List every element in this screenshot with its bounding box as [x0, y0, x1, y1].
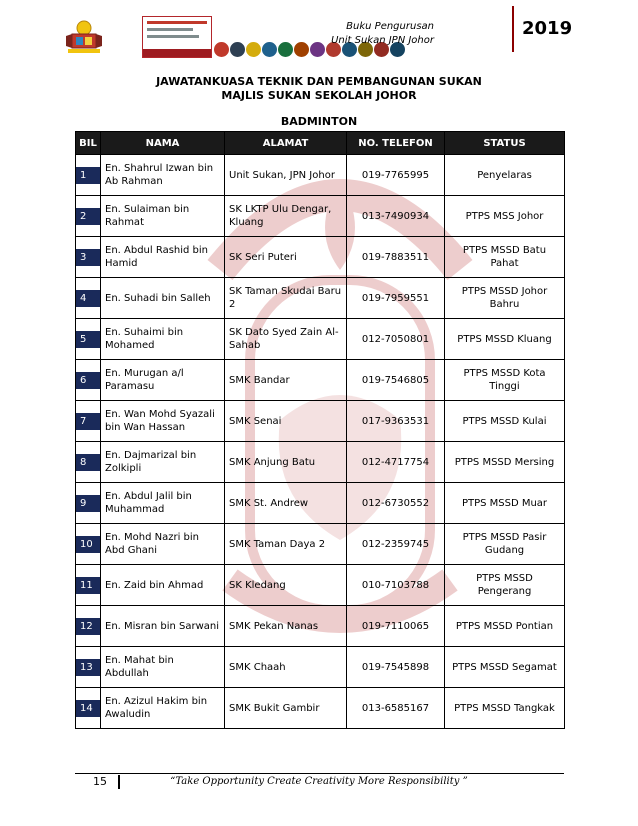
- row-status: PTPS MSSD Tangkak: [445, 688, 565, 729]
- row-name: En. Wan Mohd Syazali bin Wan Hassan: [101, 401, 225, 442]
- row-number: [76, 360, 101, 401]
- footer-quote: “Take Opportunity Create Creativity More Responsibility ”: [170, 776, 468, 787]
- row-number: [76, 155, 101, 196]
- row-status: PTPS MSSD Pontian: [445, 606, 565, 647]
- row-status: PTPS MSSD Kota Tinggi: [445, 360, 565, 401]
- row-address: SMK Pekan Nanas: [225, 606, 347, 647]
- table-row: [76, 606, 565, 647]
- row-address: SMK Bukit Gambir: [225, 688, 347, 729]
- row-number: [76, 483, 101, 524]
- row-address: SK Dato Syed Zain Al-Sahab: [225, 319, 347, 360]
- row-name: En. Abdul Rashid bin Hamid: [101, 237, 225, 278]
- row-address: SMK Anjung Batu: [225, 442, 347, 483]
- row-number-label: 7: [76, 413, 100, 430]
- row-phone: 017-9363531: [347, 401, 445, 442]
- district-logo-2: [230, 42, 245, 57]
- footer-divider: [75, 773, 564, 774]
- table-row: [76, 524, 565, 565]
- row-status: PTPS MSSD Segamat: [445, 647, 565, 688]
- row-address: SK Seri Puteri: [225, 237, 347, 278]
- table-body: [76, 155, 565, 729]
- table-row: [76, 565, 565, 606]
- page-header: [62, 8, 562, 58]
- row-phone: 013-6585167: [347, 688, 445, 729]
- malaysia-crest-logo: [62, 16, 106, 56]
- row-number-label: 3: [76, 249, 100, 266]
- district-logo-4: [262, 42, 277, 57]
- row-address: SMK Chaah: [225, 647, 347, 688]
- table-row: [76, 278, 565, 319]
- row-address: Unit Sukan, JPN Johor: [225, 155, 347, 196]
- row-phone: 010-7103788: [347, 565, 445, 606]
- district-logo-1: [214, 42, 229, 57]
- row-phone: 019-7545898: [347, 647, 445, 688]
- row-number: [76, 565, 101, 606]
- row-number-label: 6: [76, 372, 100, 389]
- row-address: SMK St. Andrew: [225, 483, 347, 524]
- row-name: En. Dajmarizal bin Zolkipli: [101, 442, 225, 483]
- row-status: PTPS MSSD Muar: [445, 483, 565, 524]
- row-number-label: 5: [76, 331, 100, 348]
- row-number: [76, 606, 101, 647]
- row-number: [76, 401, 101, 442]
- row-phone: 019-7959551: [347, 278, 445, 319]
- table-row: [76, 442, 565, 483]
- header-year: 2019: [522, 18, 573, 39]
- district-logo-5: [278, 42, 293, 57]
- row-number-label: 8: [76, 454, 100, 471]
- table-row: [76, 237, 565, 278]
- row-name: En. Azizul Hakim bin Awaludin: [101, 688, 225, 729]
- table-row: [76, 155, 565, 196]
- committee-table: [75, 131, 565, 729]
- row-name: En. Abdul Jalil bin Muhammad: [101, 483, 225, 524]
- row-number-label: 12: [76, 618, 100, 635]
- book-title-line2: Unit Sukan JPN Johor: [331, 35, 434, 46]
- row-address: SMK Bandar: [225, 360, 347, 401]
- header-status: STATUS: [445, 132, 565, 155]
- header-bil: BIL: [76, 132, 101, 155]
- row-status: PTPS MSSD Kulai: [445, 401, 565, 442]
- row-name: En. Misran bin Sarwani: [101, 606, 225, 647]
- row-name: En. Suhaimi bin Mohamed: [101, 319, 225, 360]
- table-row: [76, 360, 565, 401]
- row-number: [76, 647, 101, 688]
- row-phone: 012-4717754: [347, 442, 445, 483]
- header-alamat: ALAMAT: [225, 132, 347, 155]
- row-name: En. Shahrul Izwan bin Ab Rahman: [101, 155, 225, 196]
- row-status: PTPS MSSD Kluang: [445, 319, 565, 360]
- row-status: PTPS MSSD Mersing: [445, 442, 565, 483]
- header-telefon: NO. TELEFON: [347, 132, 445, 155]
- table-row: [76, 483, 565, 524]
- row-number-label: 9: [76, 495, 100, 512]
- row-number-label: 1: [76, 167, 100, 184]
- row-status: PTPS MSSD Johor Bahru: [445, 278, 565, 319]
- row-number-label: 2: [76, 208, 100, 225]
- row-phone: 013-7490934: [347, 196, 445, 237]
- row-phone: 019-7546805: [347, 360, 445, 401]
- row-number: [76, 524, 101, 565]
- page-number: 15: [93, 775, 107, 788]
- row-status: PTPS MSSD Pengerang: [445, 565, 565, 606]
- district-logo-3: [246, 42, 261, 57]
- row-address: SK Kledang: [225, 565, 347, 606]
- row-address: SK LKTP Ulu Dengar, Kluang: [225, 196, 347, 237]
- row-status: PTPS MSS Johor: [445, 196, 565, 237]
- row-phone: 012-6730552: [347, 483, 445, 524]
- row-address: SMK Taman Daya 2: [225, 524, 347, 565]
- book-title: [331, 20, 434, 48]
- table-row: [76, 647, 565, 688]
- document-subtitle: MAJLIS SUKAN SEKOLAH JOHOR: [221, 89, 417, 102]
- district-logo-7: [310, 42, 325, 57]
- document-title: JAWATANKUASA TEKNIK DAN PEMBANGUNAN SUKAN: [156, 75, 482, 88]
- row-status: PTPS MSSD Batu Pahat: [445, 237, 565, 278]
- row-number: [76, 442, 101, 483]
- table-row: [76, 401, 565, 442]
- table-row: [76, 688, 565, 729]
- row-address: SK Taman Skudai Baru 2: [225, 278, 347, 319]
- row-phone: 019-7110065: [347, 606, 445, 647]
- row-number: [76, 278, 101, 319]
- header-divider: [512, 6, 514, 52]
- row-name: En. Mahat bin Abdullah: [101, 647, 225, 688]
- row-name: En. Zaid bin Ahmad: [101, 565, 225, 606]
- district-logo-6: [294, 42, 309, 57]
- row-phone: 012-7050801: [347, 319, 445, 360]
- row-phone: 012-2359745: [347, 524, 445, 565]
- book-title-line1: Buku Pengurusan: [346, 21, 434, 32]
- table-row: [76, 319, 565, 360]
- header-nama: NAMA: [101, 132, 225, 155]
- row-number: [76, 237, 101, 278]
- row-name: En. Murugan a/l Paramasu: [101, 360, 225, 401]
- row-number-label: 14: [76, 700, 100, 717]
- table-row: [76, 196, 565, 237]
- row-phone: 019-7765995: [347, 155, 445, 196]
- sport-title: BADMINTON: [280, 115, 358, 128]
- row-number-label: 11: [76, 577, 100, 594]
- row-status: PTPS MSSD Pasir Gudang: [445, 524, 565, 565]
- row-number: [76, 688, 101, 729]
- row-name: En. Mohd Nazri bin Abd Ghani: [101, 524, 225, 565]
- row-phone: 019-7883511: [347, 237, 445, 278]
- row-name: En. Suhadi bin Salleh: [101, 278, 225, 319]
- kpm-logo: [142, 16, 212, 58]
- row-number-label: 4: [76, 290, 100, 307]
- table-header-row: [76, 132, 565, 155]
- row-number: [76, 319, 101, 360]
- row-address: SMK Senai: [225, 401, 347, 442]
- row-number: [76, 196, 101, 237]
- row-status: Penyelaras: [445, 155, 565, 196]
- row-name: En. Sulaiman bin Rahmat: [101, 196, 225, 237]
- row-number-label: 10: [76, 536, 100, 553]
- row-number-label: 13: [76, 659, 100, 676]
